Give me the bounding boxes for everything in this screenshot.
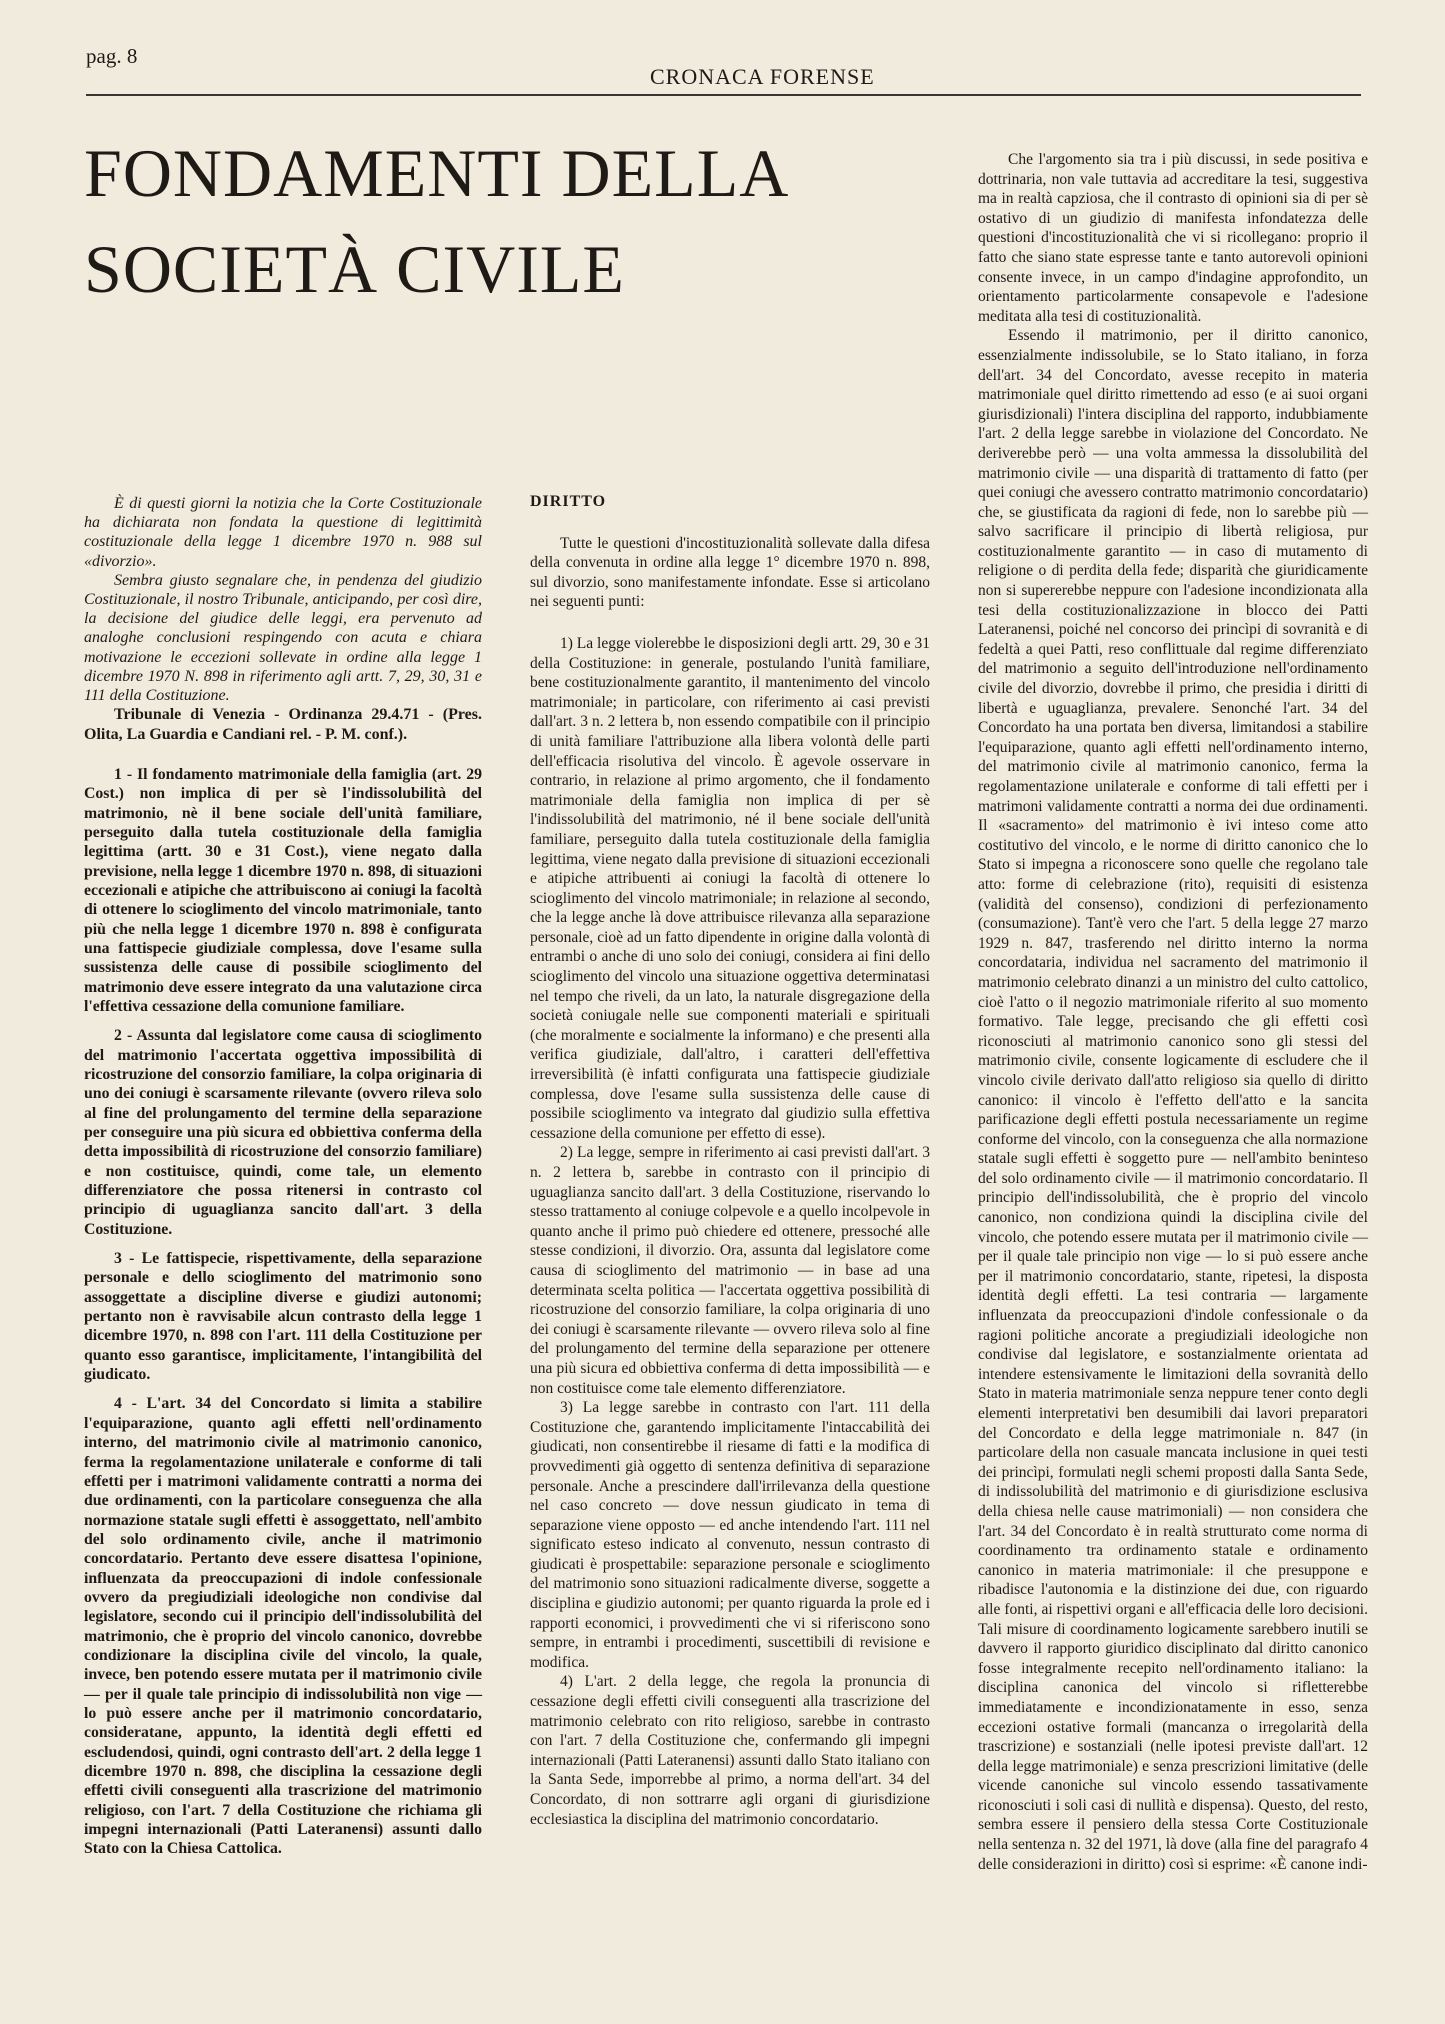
case-citation: Tribunale di Venezia - Ordinanza 29.4.71 - (Pres. Olita, La Guardia e Candiani rel. - P. M. conf.). — [84, 706, 482, 744]
section-heading: DIRITTO — [530, 493, 607, 510]
intro-note — [84, 494, 482, 705]
body-paragraph: 1) La legge violerebbe le disposizioni degli artt. 29, 30 e 31 della Costituzione: in generale, postulando l'unità familiare, bene costituzionalmente garantito, il mantenimento del vincolo matrimoniale; in particolare, con riferimento ai casi previsti dall'art. 3 n. 2 lettera b, non essendo compatibile con il principio di unità familiare l'attribuzione alla libera volontà delle parti dell'efficacia risolutiva del vincolo. È agevole osservare in contrario, in relazione al primo argomento, che il fondamento matrimoniale della famiglia non implica di per sè l'indissolubilità del matrimonio, né il bene sociale dell'unità familiare, perseguito dalla tutela costituzionale della famiglia legittima, viene negato dalla previsione di situazioni eccezionali e atipiche attribuenti ai coniugi la facoltà di ottenere lo scioglimento del vincolo matrimoniale; in relazione al secondo, che la legge anche là dove attribuisce rilevanza alla separazione personale, cioè ad un fatto dipendente in origine dalla volontà di entrambi o anche di uno solo dei coniugi, considera ai fini dello scioglimento del vincolo una situazione oggettiva determinatasi nel tempo che riveli, da un lato, la naturale disgregazione della società coniugale nelle sue componenti materiali e spirituali (che moralmente e socialmente la informano) e che presenti alla verifica giudiziale, dall'altro, i caratteri dell'effettiva irreversibilità (è infatti configurata una fattispecie giudiziale complessa, dove l'esame sulla sussistenza delle cause di possibile scioglimento va integrato dal giudizio sulla effettiva cessazione della comunione per effetto di esse). — [530, 634, 930, 1142]
left-column — [84, 0, 482, 1869]
body-paragraph: Tutte le questioni d'incostituzionalità sollevate dalla difesa della convenuta in ordine alla legge 1° dicembre 1970 n. 898, sul divorzio, sono manifestamente infondate. Esse si articolano nei seguenti punti: — [530, 534, 930, 611]
headnote: 3 - Le fattispecie, rispettivamente, della separazione personale e dello scioglimento del matrimonio sono assoggettate a discipline diverse e giudizi autonomi; pertanto non è ravvisabile alcun contrasto della legge 1 dicembre 1970, n. 898 con l'art. 111 della Costituzione per quanto esso garantisce, implicitamente, l'intangibilità del giudicato. — [84, 1250, 482, 1384]
body-paragraph: Che l'argomento sia tra i più discussi, in sede positiva e dottrinaria, non vale tuttavia ad accreditare la tesi, suggestiva ma in realtà capziosa, che il contrasto di opinioni sia di per sè ostativo di un giudizio di manifesta infondatezza delle questioni d'incostituzionalità che vi si ricollegano: proprio il fatto che siano state espresse tante e tanto autorevoli opinioni consente invece, in un campo d'indagine approfondito, un orientamento particolarmente consapevole e l'adesione meditata alla tesi di costituzionalità. — [978, 151, 1368, 325]
intro-paragraph: È di questi giorni la notizia che la Corte Costituzionale ha dichiarata non fondata la questione di legittimità costituzionale della legge 1 dicembre 1970 n. 988 sul «divorzio». — [84, 495, 482, 570]
intro-paragraph: Sembra giusto segnalare che, in pendenza del giudizio Costituzionale, il nostro Tribunale, anticipando, per così dire, la decisione del giudice delle leggi, era pervenuto ad analoghe conclusioni respingendo con acuta e chiara motivazione le eccezioni sollevate in ordine alla legge 1 dicembre 1970 N. 898 in riferimento agli artt. 7, 29, 30, 31 e 111 della Costituzione. — [84, 571, 482, 705]
page-number: pag. 8 — [86, 44, 138, 68]
right-column — [978, 150, 1368, 1874]
body-paragraph: Essendo il matrimonio, per il diritto canonico, essenzialmente indissolubile, se lo Stato italiano, in forza dell'art. 34 del Concordato, avesse recepito in materia matrimoniale quel diritto rimettendo ad esso (e ai suoi organi giurisdizionali) l'intera disciplina del rapporto, indubbiamente l'art. 2 della legge sarebbe in violazione del Concordato. Ne deriverebbe però — una volta ammessa la dissolubilità del matrimonio civile — una disparità di trattamento di fatto (per quei coniugi che avessero contratto matrimonio concordatario) che, se giustificata da ragioni di fede, non lo sarebbe più — salvo sacrificare il principio di libertà religiosa, pur costituzionalmente garantito — in caso di mutamento di religione o di perdita della fede; disparità che giuridicamente non si supererebbe neppure con l'adesione incondizionata alla tesi della costituzionalizzazione in blocco dei Patti Lateranensi, poiché nel concorso dei princìpi di sovranità e di fedeltà a quei Patti, reso conflittuale dal regime differenziato del matrimonio a seguito dell'introduzione nell'ordinamento civile del divorzio, dovrebbe il primo, che presidia i diritti di libertà e uguaglianza, prevalere. Senonché l'art. 34 del Concordato ha una portata ben diversa, limitandosi a stabilire l'equiparazione, quanto agli effetti nell'ordinamento interno, del matrimonio civile al matrimonio canonico, ferma la regolamentazione unilaterale e conforme di tali effetti per i matrimoni validamente contratti a norma dei due ordinamenti. Il «sacramento» del matrimonio è ivi inteso come atto costitutivo del vincolo, e le norme di diritto canonico che lo Stato si impegna a riconoscere sono quelle che regolano tale atto: forme di celebrazione (rito), requisiti di esistenza (validità del consenso), condizioni di perfezionamento (consumazione). Tant'è vero che l'art. 5 della legge 27 marzo 1929 n. 847, trasferendo nel diritto interno la norma concordataria, individua nel sacramento del matrimonio il matrimonio celebrato dinanzi a un ministro del culto cattolico, cioè l'atto o il negozio matrimoniale riferito al suo momento formativo. Tale legge, precisando che gli effetti così riconosciuti al matrimonio canonico sono gli stessi del matrimonio civile, consente logicamente di escludere che il vincolo civile derivato dall'atto religioso sia quello di diritto canonico: il vincolo è l'effetto dell'atto e la sancita parificazione degli effetti postula necessariamente un regime conforme del vincolo, con la conseguenza che alla normazione statale sugli effetti è soggetto pure — nell'ambito beninteso del solo ordinamento civile — il matrimonio concordatario. Il principio dell'indissolubilità, che è proprio del vincolo canonico, non condiziona quindi la disciplina civile del vincolo, che potendo essere mutata per il matrimonio civile — per il quale tale principio non vige — lo si può essere anche per il matrimonio concordatario, stante, ripetesi, la disposta identità degli effetti. La tesi contraria — largamente influenzata da preoccupazioni d'indole confessionale o da ragioni politiche ancorate a pregiudiziali ideologiche non condivise dal legislatore, e sostanzialmente orientata ad intendere estensivamente le limitazioni della sovranità dello Stato in materia matrimoniale senza neppure tener conto degli elementi interpretativi ben desumibili dai lavori preparatori del Concordato e della legge matrimoniale n. 847 (in particolare della non casuale mancata inclusione in quei testi dei princìpi, formulati negli schemi proposti dalla Santa Sede, di indissolubilità del matrimonio e di giurisdizione esclusiva della chiesa nelle cause matrimoniali) — non considera che l'art. 34 del Concordato è in realtà strutturato come norma di coordinamento tra ordinamento statale e ordinamento canonico in materia matrimoniale: il che presuppone e ribadisce l'autonomia e la distinzione dei due, con riguardo alle fonti, ai rispettivi organi e all'efficacia delle loro decisioni. Tali misure di coordinamento logicamente sarebbero inutili se davvero il rapporto giuridico disciplinato dal diritto canonico fosse integralmente recepito nell'ordinamento italiano: la disciplina canonica del vincolo si rifletterebbe immediatamente e incondizionatamente in esso, senza eccezioni ostative formali (mancanza o irregolarità della trascrizione) e sostanziali (nelle ipotesi previste dall'art. 12 della legge matrimoniale) e senza prescrizioni limitative (delle vicende canoniche sul vincolo essendo tassativamente riconosciuti i soli casi di nullità e dispensa). Questo, del resto, sembra essere il pensiero della stessa Corte Costituzionale nella sentenza n. 32 del 1971, là dove (alla fine del paragrafo 4 delle considerazioni in diritto) così si esprime: «È canone indi- — [978, 327, 1368, 1873]
headnote: 2 - Assunta dal legislatore come causa di scioglimento del matrimonio l'accertata oggettiva impossibilità di ricostruzione del consorzio familiare, la colpa originaria di uno dei coniugi è scarsamente rilevante (ovvero rileva solo al fine del prolungamento del termine della separazione per conseguire una più sicura ed obbiettiva conferma della detta impossibilità di ricostruzione del consorzio familiare) e non costituisce, quindi, come tale, un elemento differenziatore che possa ritenersi in contrasto col principio di uguaglianza sancito dall'art. 3 della Costituzione. — [84, 1027, 482, 1238]
article-title: FONDAMENTI DELLA SOCIETÀ CIVILE — [84, 135, 786, 307]
headnote: 4 - L'art. 34 del Concordato si limita a stabilire l'equiparazione, quanto agli effetti nell'ordinamento interno, del matrimonio civile al matrimonio canonico, ferma la regolamentazione unilaterale e conforme di tali effetti per i matrimoni validamente contratti a norma dei due ordinamenti, con la particolare conseguenza che alla normazione statale sugli effetti è assoggettato, nell'ambito del solo ordinamento civile, anche il matrimonio concordatario. Pertanto deve essere disattesa l'opinione, influenzata da preoccupazioni di indole confessionale ovvero da pregiudiziali ideologiche non condivise dal legislatore, secondo cui il principio dell'indissolubilità del matrimonio, che è proprio del vincolo canonico, dovrebbe condizionare la disciplina civile del vincolo, la quale, invece, ben potendo essere mutata per il matrimonio civile — per il quale tale principio di indissolubilità non vige — lo può essere anche per il matrimonio concordatario, consideratane, appunto, la identità degli effetti ed escludendosi, quindi, ogni contrasto dell'art. 2 della legge 1 dicembre 1970 n. 898, che disciplina la cessazione degli effetti civili conseguenti alla trascrizione del matrimonio religioso, con l'art. 7 della Costituzione che richiama gli impegni internazionali (Patti Lateranensi) assunti dallo Stato con la Chiesa Cattolica. — [84, 1395, 482, 1858]
body-paragraph: 3) La legge sarebbe in contrasto con l'art. 111 della Costituzione che, garantendo implicitamente l'intaccabilità dei giudicati, non consentirebbe il riesame di fatti e la modifica di provvedimenti già oggetto di sentenza definitiva di separazione personale. Anche a prescindere dall'irrilevanza della questione nel caso concreto — dove nessun giudicato in tema di separazione viene opposto — ed anche intendendo l'art. 111 nel significato esteso indicato al convenuto, nessun contrasto di giudicati è prospettabile: separazione personale e scioglimento del matrimonio sono situazioni radicalmente diverse, soggette a disciplina e giudizio autonomi; per quanto riguarda la prole ed i rapporti economici, i provvedimenti che vi si riferiscono sono sempre, in entrambi i procedimenti, suscettibili di revisione e modifica. — [530, 1399, 930, 1671]
headnote: 1 - Il fondamento matrimoniale della famiglia (art. 29 Cost.) non implica di per sè l'indissolubilità del matrimonio, nè il bene sociale dell'unità familiare, perseguito dalla tutela costituzionale della famiglia legittima (artt. 30 e 31 Cost.), viene negato dalla previsione, nella legge 1 dicembre 1970 n. 898, di situazioni eccezionali e atipiche che attribuiscono ai coniugi la facoltà di ottenere lo scioglimento del vincolo matrimoniale, tanto più che nella legge 1 dicembre 1970 n. 898 è configurata una fattispecie giudiziale complessa, dove l'esame sulla sussistenza delle cause di possibile scioglimento del matrimonio deve essere integrato da una valutazione circa l'effettiva cessazione della comunione familiare. — [84, 765, 482, 1015]
headnotes — [84, 765, 482, 1859]
body-paragraph: 4) L'art. 2 della legge, che regola la pronuncia di cessazione degli effetti civili conseguenti alla trascrizione del matrimonio celebrato con rito religioso, sarebbe in contrasto con l'art. 7 della Costituzione che, confermando gli impegni internazionali (Patti Lateranensi) assunti dallo Stato italiano con la Santa Sede, imporrebbe al primo, a norma dell'art. 34 del Concordato, di non sottrarre agli organi di giurisdizione ecclesiastica la disciplina del matrimonio concordatario. — [530, 1673, 930, 1828]
running-head: CRONACA FORENSE — [650, 64, 875, 89]
body-paragraph: 2) La legge, sempre in riferimento ai casi previsti dall'art. 3 n. 2 lettera b, sarebbe in contrasto con il principio di uguaglianza sancito dall'art. 3 della Costituzione, riservando lo stesso trattamento al coniuge colpevole e a quello incolpevole in quanto anche il primo può chiedere ed ottenere, pressoché alle stesse condizioni, il divorzio. Ora, assunta dal legislatore come causa di scioglimento del matrimonio — in base ad una determinata scelta politica — l'accertata oggettiva possibilità di ricostruzione del consorzio familiare, la colpa originaria di uno dei coniugi è scarsamente rilevante — ovvero rileva solo al fine del prolungamento del termine della separazione per ottenere una più sicura ed obbiettiva conferma di detta impossibilità — e non costituisce come tale elemento differenziatore. — [530, 1144, 930, 1397]
middle-column — [530, 492, 930, 1829]
